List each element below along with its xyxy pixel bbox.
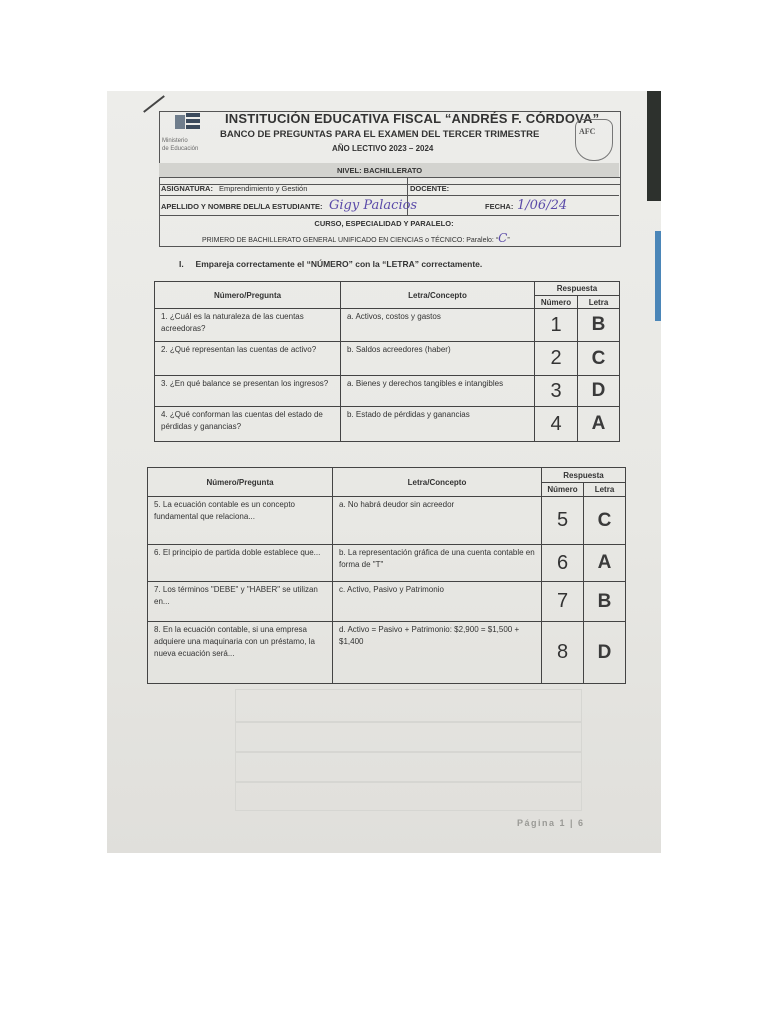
logo-text-line2: de Educación [162, 146, 199, 152]
question-cell: 1. ¿Cuál es la naturaleza de las cuentas acreedoras? [155, 309, 341, 342]
curso-label: CURSO, ESPECIALIDAD Y PARALELO: [314, 219, 454, 228]
page-label: Página [517, 818, 556, 828]
table-row [148, 622, 626, 684]
answer-letter: A [578, 407, 620, 442]
paralelo-close: ” [507, 237, 510, 244]
photo-background-corner [647, 91, 661, 201]
bleed-through-line [235, 781, 582, 783]
institution-title: INSTITUCIÓN EDUCATIVA FISCAL “ANDRÉS F. CÓRDOVA” [225, 111, 600, 126]
concept-cell: a. Activos, costos y gastos [341, 309, 535, 342]
table-row [148, 497, 626, 545]
col-header-respuesta: Respuesta [535, 282, 620, 296]
student-name-label: APELLIDO Y NOMBRE DEL/LA ESTUDIANTE: [161, 202, 323, 211]
bleed-through-table [235, 689, 582, 811]
concept-cell: c. Activo, Pasivo y Patrimonio [333, 582, 542, 622]
school-year: AÑO LECTIVO 2023 – 2024 [332, 144, 434, 153]
answer-number: 7 [542, 582, 584, 622]
paralelo-handwritten: C [498, 231, 508, 245]
table-row [155, 376, 620, 407]
col-header-numero: Número [535, 296, 578, 309]
section-instruction: Empareja correctamente el “NÚMERO” con la “LETRA” correctamente. [195, 259, 483, 269]
answer-letter: D [578, 376, 620, 407]
logo-text-line1: Ministerio [162, 138, 188, 144]
section-title [179, 259, 482, 269]
matching-table-2 [147, 467, 626, 684]
answer-letter: B [584, 582, 626, 622]
answer-letter: A [584, 545, 626, 582]
col-header-pregunta: Número/Pregunta [155, 282, 341, 309]
nivel-label: NIVEL: BACHILLERATO [337, 166, 423, 175]
question-cell: 6. El principio de partida doble establece que... [148, 545, 333, 582]
concept-cell: b. Saldos acreedores (haber) [341, 342, 535, 376]
concept-cell: a. No habrá deudor sin acreedor [333, 497, 542, 545]
fecha-label: FECHA: [485, 202, 514, 211]
table-row [155, 309, 620, 342]
answer-number: 4 [535, 407, 578, 442]
divider [159, 195, 619, 196]
answer-number: 3 [535, 376, 578, 407]
bleed-through-line [235, 721, 582, 723]
asignatura-value: Emprendimiento y Gestión [219, 184, 308, 193]
question-cell: 5. La ecuación contable es un concepto fundamental que relaciona... [148, 497, 333, 545]
col-header-pregunta: Número/Pregunta [148, 468, 333, 497]
divider [159, 215, 619, 216]
fecha-handwritten: 1/06/24 [517, 198, 568, 213]
bleed-through-line [235, 751, 582, 753]
col-header-numero: Número [542, 483, 584, 497]
asignatura-label: ASIGNATURA: [161, 184, 213, 193]
table-header-row [155, 282, 620, 296]
table-row [148, 545, 626, 582]
answer-number: 2 [535, 342, 578, 376]
col-header-letra: Letra [578, 296, 620, 309]
concept-cell: a. Bienes y derechos tangibles e intangibles [341, 376, 535, 407]
page-footer [517, 818, 585, 828]
exam-title: BANCO DE PREGUNTAS PARA EL EXAMEN DEL TERCER TRIMESTRE [220, 129, 540, 140]
col-header-respuesta: Respuesta [542, 468, 626, 483]
answer-number: 1 [535, 309, 578, 342]
section-number: I. [179, 259, 184, 269]
page-number: 1 | 6 [559, 818, 585, 828]
student-name-handwritten: Gigy Palacios [329, 198, 418, 213]
answer-number: 8 [542, 622, 584, 684]
question-cell: 2. ¿Qué representan las cuentas de activo? [155, 342, 341, 376]
table-header-row [148, 468, 626, 483]
col-header-concepto: Letra/Concepto [333, 468, 542, 497]
table-row [155, 407, 620, 442]
concept-cell: b. Estado de pérdidas y ganancias [341, 407, 535, 442]
matching-table-1 [154, 281, 620, 442]
question-cell: 8. En la ecuación contable, si una empresa adquiere una maquinaria con un préstamo, la nueva ecuación será... [148, 622, 333, 684]
answer-number: 6 [542, 545, 584, 582]
table-row [155, 342, 620, 376]
col-header-letra: Letra [584, 483, 626, 497]
question-cell: 3. ¿En qué balance se presentan los ingresos? [155, 376, 341, 407]
concept-cell: d. Activo = Pasivo + Patrimonio: $2,900 = $1,500 + $1,400 [333, 622, 542, 684]
ministry-logo-text [162, 137, 198, 153]
answer-letter: C [584, 497, 626, 545]
school-seal-icon [575, 119, 613, 161]
exam-paper [107, 91, 661, 853]
answer-letter: C [578, 342, 620, 376]
question-cell: 4. ¿Qué conforman las cuentas del estado de pérdidas y ganancias? [155, 407, 341, 442]
col-header-concepto: Letra/Concepto [341, 282, 535, 309]
table-row [148, 582, 626, 622]
answer-letter: B [578, 309, 620, 342]
ministry-logo-icon [173, 111, 203, 133]
curso-text: PRIMERO DE BACHILLERATO GENERAL UNIFICADO EN CIENCIAS o TÉCNICO: Paralelo: “ [202, 237, 499, 244]
docente-label: DOCENTE: [410, 184, 450, 193]
answer-letter: D [584, 622, 626, 684]
document-photo [107, 91, 661, 853]
answer-number: 5 [542, 497, 584, 545]
concept-cell: b. La representación gráfica de una cuenta contable en forma de "T" [333, 545, 542, 582]
background-object [655, 231, 661, 321]
curso-value [202, 231, 510, 245]
seal-letters: AFC [579, 127, 596, 136]
question-cell: 7. Los términos "DEBE" y "HABER" se utilizan en... [148, 582, 333, 622]
